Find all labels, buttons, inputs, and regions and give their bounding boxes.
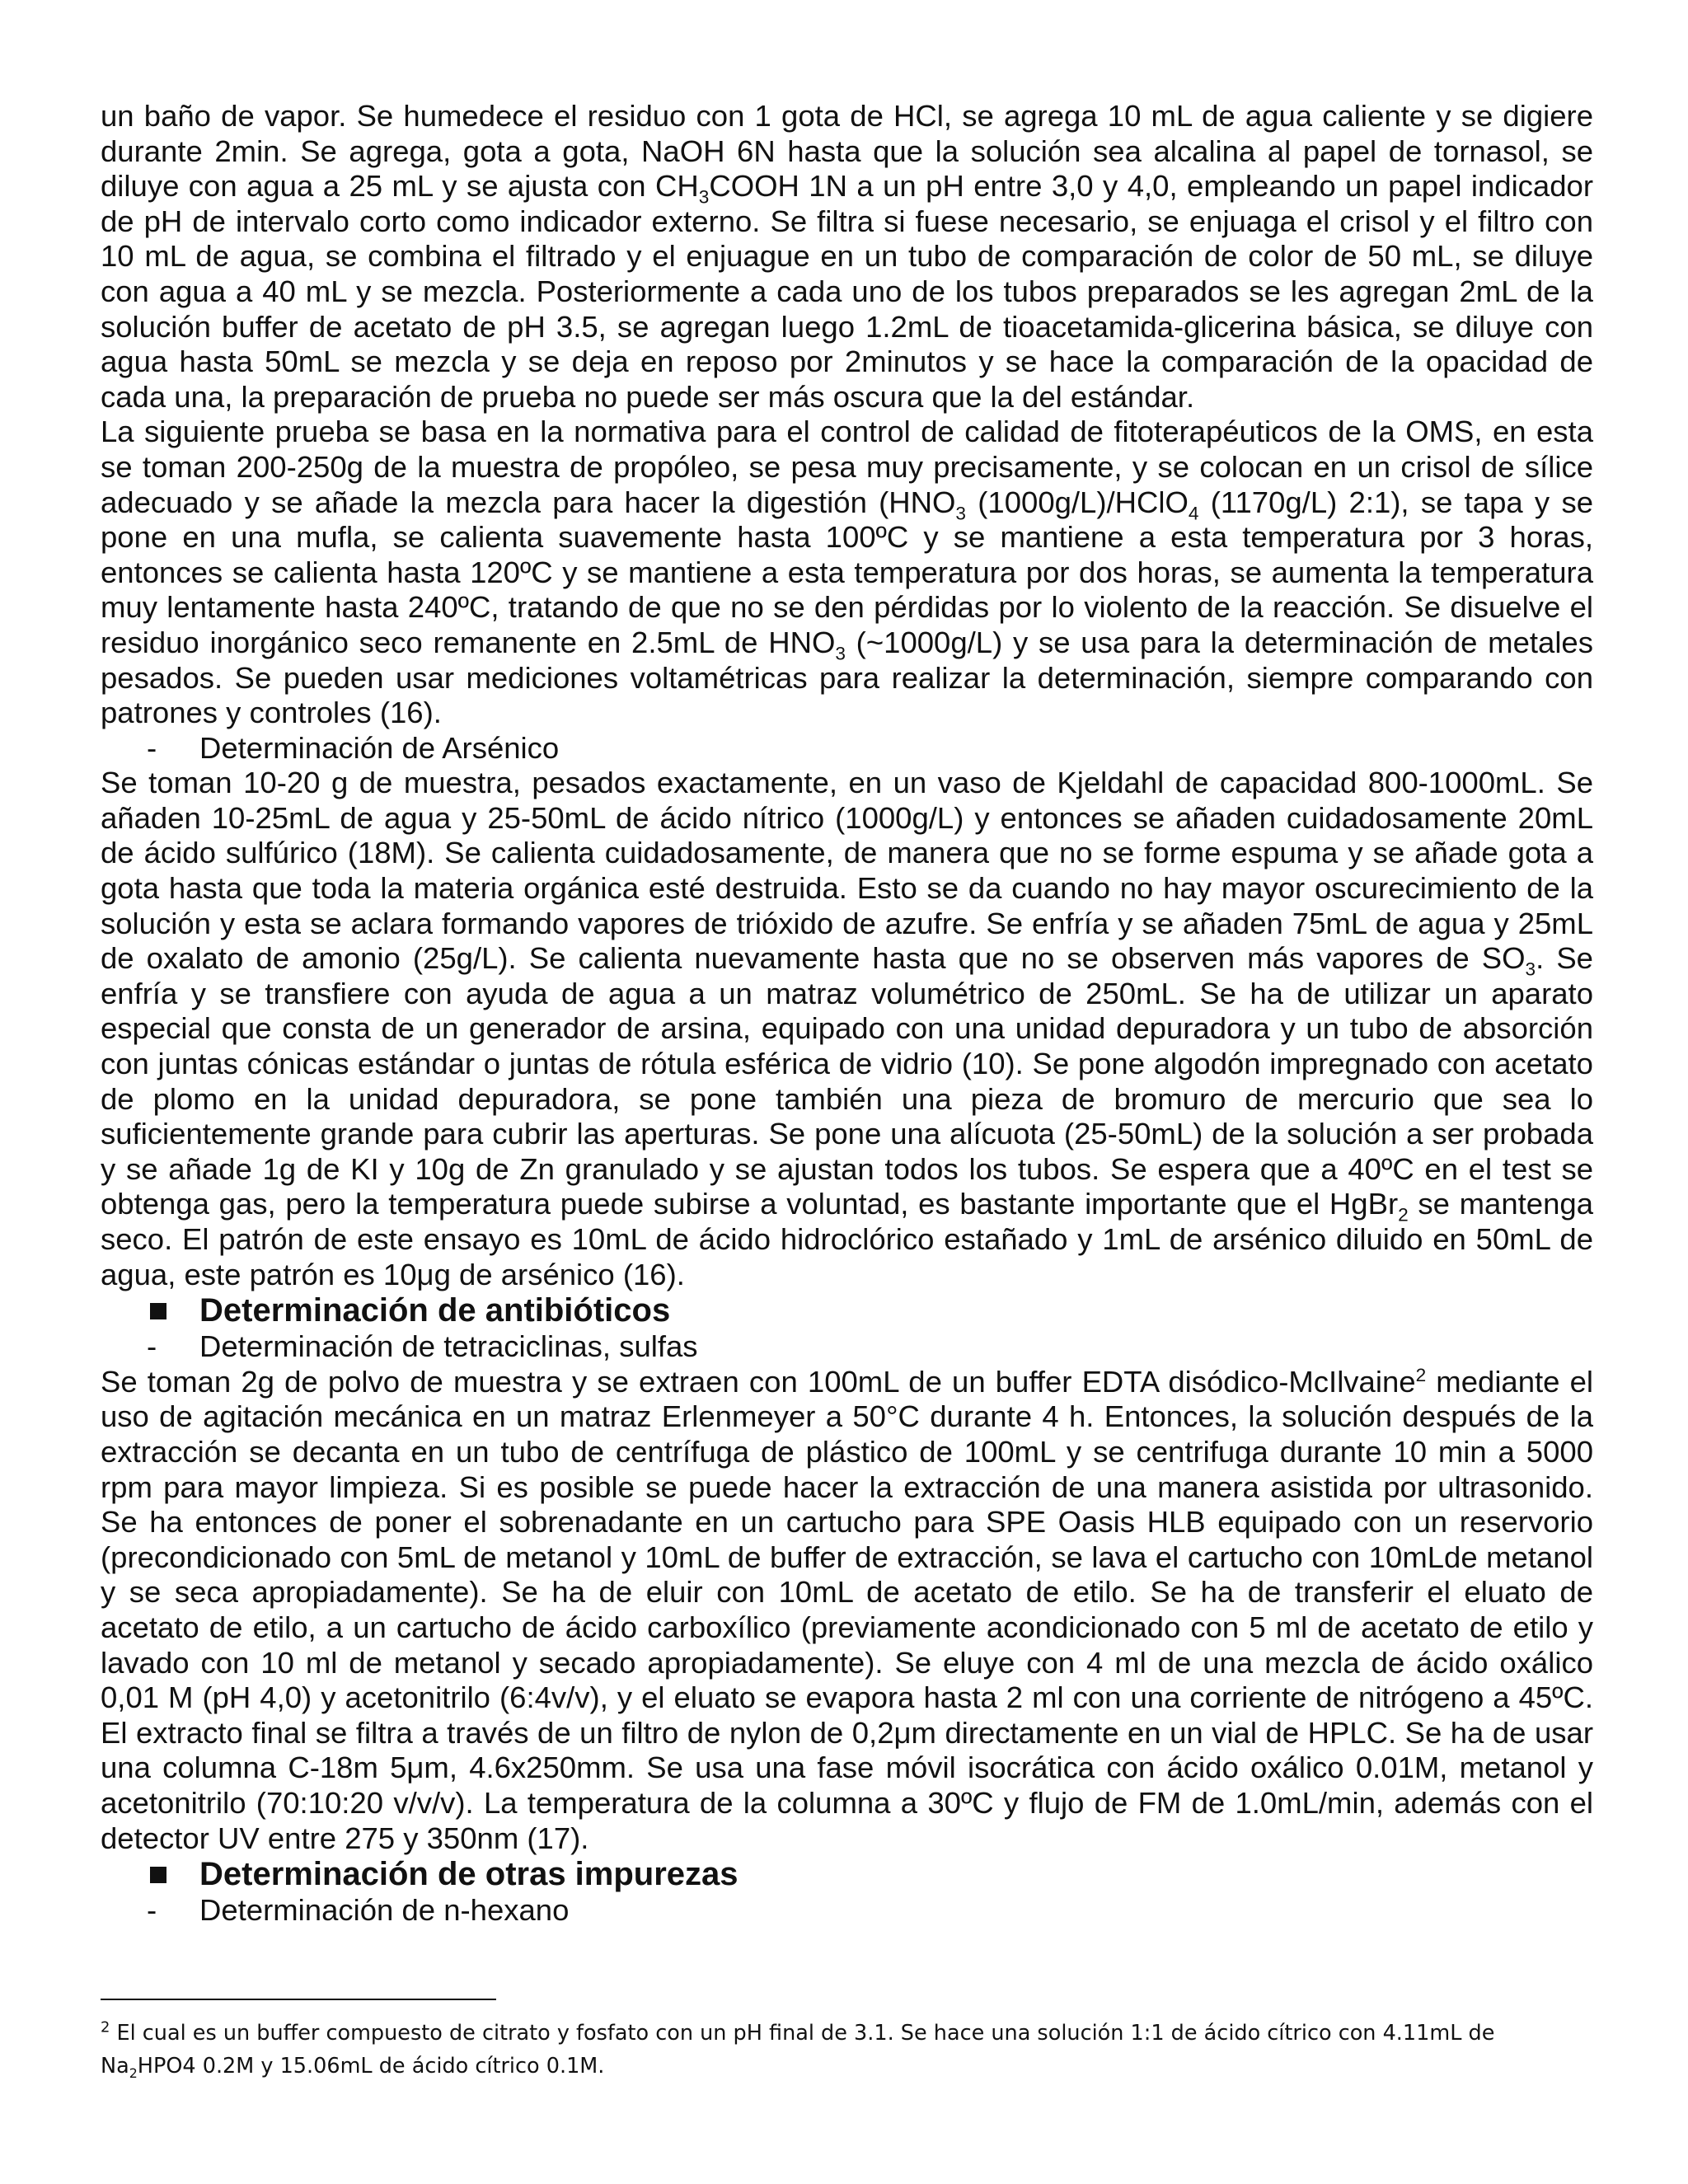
subheading-label: Determinación de Arsénico [199, 730, 560, 765]
heading-otras-impurezas [101, 1856, 1593, 1893]
footnote [101, 2017, 1593, 2083]
heading-label: Determinación de otras impurezas [199, 1856, 738, 1893]
subscript: 3 [698, 186, 710, 208]
text-run: mediante el uso de agitación mecánica en un matraz Erlenmeyer a 50°C durante 4 h. Entonces, la solución después de la extracción se decanta en un tubo de centrífuga de plástico de 100mL y se centrifuga durante 10 min a 5000 rpm para mayor limpieza. Si es posible se puede hacer la extracción de una manera asistida por ultrasonido. Se ha entonces de poner el sobrenadante en un cartucho para SPE Oasis HLB equipado con un reservorio (precondicionado con 5mL de metanol y 10mL de buffer de extracción, se lava el cartucho con 10mLde metanol y se seca apropiadamente). Se ha de eluir con 10mL de acetato de etilo. Se ha de transferir el eluato de acetato de etilo, a un cartucho de ácido carboxílico (previamente acondicionado con 5 ml de acetato de etilo y lavado con 10 ml de metanol y secado apropiadamente). Se eluye con 4 ml de una mezcla de ácido oxálico 0,01 M (pH 4,0) y acetonitrilo (6:4v/v), y el eluato se evapora hasta 2 ml con una corriente de nitrógeno a 45ºC. El extracto final se filtra a través de un filtro de nylon de 0,2μm directamente en un vial de HPLC. Se ha de usar una columna C-18m 5μm, 4.6x250mm. Se usa una fase móvil isocrática con ácido oxálico 0.01M, metanol y acetonitrilo (70:10:20 v/v/v). La temperatura de la columna a 30ºC y flujo de FM de 1.0mL/min, además con el detector UV entre 275 y 350nm (17). [101, 1364, 1594, 1855]
subscript: 2 [1398, 1204, 1409, 1226]
subscript: 2 [129, 2065, 138, 2082]
paragraph-arsenico [101, 766, 1593, 1292]
text-run: . Se enfría y se transfiere con ayuda de agua a un matraz volumétrico de 250mL. Se ha de utilizar un aparato especial que consta de un generador de arsina, equipado con una unidad depuradora y un tubo de absorción con juntas cónicas estándar o juntas de rótula esférica de vidrio (10). Se pone algodón impregnado con acetato de plomo en la unidad depuradora, se pone también una pieza de bromuro de mercurio que sea lo suficientemente grande para cubrir las aperturas. Se pone una alícuota (25-50mL) de la solución a ser probada y se añade 1g de KI y 10g de Zn granulado y se ajustan todos los tubos. Se espera que a 40ºC en el test se obtenga gas, pero la temperatura puede subirse a voluntad, es bastante importante que el HgBr [101, 941, 1593, 1221]
footnote-reference[interactable]: 2 [1415, 1364, 1427, 1385]
text-run: La siguiente prueba se basa en la normativa para el control de calidad de fitoterapéuticos de la OMS, en esta se toman 200-250g de la muestra de propóleo, se pesa muy precisamente, y se colocan en un crisol de sílice adecuado y se añade la mezcla para hacer la digestión (HNO [101, 415, 1593, 519]
heading-antibioticos [101, 1292, 1593, 1329]
text-run: se mantenga seco. El patrón de este ensayo es 10mL de ácido hidroclórico estañado y 1mL de arsénico diluido en 50mL de agua, este patrón es 10μg de arsénico (16). [101, 1187, 1593, 1291]
square-bullet-icon [150, 1867, 166, 1883]
subscript: 3 [835, 643, 846, 664]
text-run: (1170g/L) 2:1), se tapa y se pone en una mufla, se calienta suavemente hasta 100ºC y se mantiene a esta temperatura por 3 horas, entonces se calienta hasta 120ºC y se mantiene a esta temperatura por dos horas, se aumenta la temperatura muy lentamente hasta 240ºC, tratando de que no se den pérdidas por lo violento de la reacción. Se disuelve el residuo inorgánico seco remanente en 2.5mL de HNO [101, 485, 1593, 659]
subscript: 3 [955, 502, 966, 523]
text-run: HPO4 0.2M y 15.06mL de ácido cítrico 0.1M. [137, 2054, 605, 2079]
text-run: (~1000g/L) y se usa para la determinación de metales pesados. Se pueden usar mediciones voltamétricas para realizar la determinación, siempre comparando con patrones y controles (16). [101, 625, 1593, 730]
subheading-label: Determinación de tetraciclinas, sulfas [199, 1329, 698, 1364]
dash-marker: - [147, 730, 157, 765]
text-run: Se toman 10-20 g de muestra, pesados exactamente, en un vaso de Kjeldahl de capacidad 800-1000mL. Se añaden 10-25mL de agua y 25-50mL de ácido nítrico (1000g/L) y entonces se añaden cuidadosamente 20mL de ácido sulfúrico (18M). Se calienta cuidadosamente, de manera que no se forme espuma y se añade gota a gota hasta que toda la materia orgánica esté destruida. Esto se da cuando no hay mayor oscurecimiento de la solución y esta se aclara formando vapores de trióxido de azufre. Se enfría y se añaden 75mL de agua y 25mL de oxalato de amonio (25g/L). Se calienta nuevamente hasta que no se observen más vapores de SO [101, 766, 1593, 976]
subheading-label: Determinación de n-hexano [199, 1893, 570, 1928]
document-body [101, 99, 1593, 1929]
footnote-number: 2 [101, 2018, 110, 2036]
square-bullet-icon [150, 1303, 166, 1319]
paragraph-tetraciclinas [101, 1365, 1593, 1856]
subheading-arsenico [101, 731, 1593, 766]
paragraph-normativa-oms [101, 415, 1593, 730]
subscript: 3 [1525, 958, 1536, 980]
text-run: un baño de vapor. Se humedece el residuo con 1 gota de HCl, se agrega 10 mL de agua caliente y se digiere durante 2min. Se agrega, gota a gota, NaOH 6N hasta que la solución sea alcalina al papel de tornasol, se diluye con agua a 25 mL y se ajusta con CH [101, 99, 1593, 204]
text-run: Se toman 2g de polvo de muestra y se extraen con 100mL de un buffer EDTA disódico-McIlvaine [101, 1364, 1416, 1399]
subheading-tetraciclinas [101, 1329, 1593, 1365]
text-run: (1000g/L)/HClO [966, 485, 1189, 519]
text-run: COOH 1N a un pH entre 3,0 y 4,0, empleando un papel indicador de pH de intervalo corto como indicador externo. Se filtra si fuese necesario, se enjuaga el crisol y el filtro con 10 mL de agua, se combina el filtrado y el enjuague en un tubo de comparación de color de 50 mL, se diluye con agua a 40 mL y se mezcla. Posteriormente a cada uno de los tubos preparados se les agregan 2mL de la solución buffer de acetato de pH 3.5, se agregan luego 1.2mL de tioacetamida-glicerina básica, se diluye con agua hasta 50mL se mezcla y se deja en reposo por 2minutos y se hace la comparación de la opacidad de cada una, la preparación de prueba no puede ser más oscura que la del estándar. [101, 169, 1593, 414]
paragraph-tioacetamida [101, 99, 1593, 415]
subheading-n-hexano [101, 1893, 1593, 1929]
dash-marker: - [147, 1329, 157, 1364]
footnote-separator [101, 1999, 496, 2000]
text-run: El cual es un buffer compuesto de citrato y fosfato con un pH final de 3.1. Se hace una solución 1:1 de ácido cítrico con 4.11mL de Na [101, 2021, 1495, 2079]
heading-label: Determinación de antibióticos [199, 1292, 671, 1329]
dash-marker: - [147, 1893, 157, 1928]
subscript: 4 [1188, 502, 1199, 523]
